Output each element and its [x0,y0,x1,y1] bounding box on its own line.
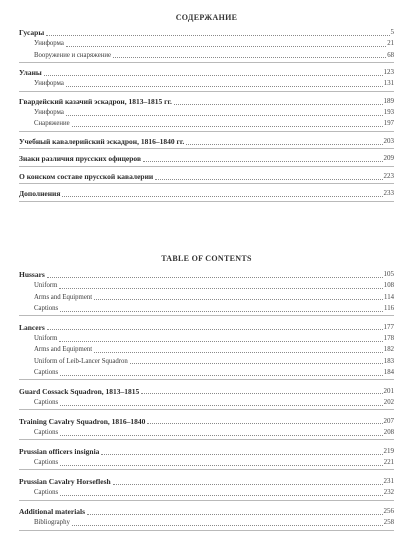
toc-subentry[interactable] [19,457,394,468]
toc-chapter-entry-title: Prussian Cavalry Horseflesh [19,476,111,486]
toc-chapter-entry[interactable] [19,269,394,280]
dot-leader [113,57,386,58]
dot-leader [94,352,383,353]
toc-chapter-entry-page-number: 207 [383,416,394,425]
toc-section [19,476,394,501]
toc-subentry-page-number: 258 [383,519,394,527]
dot-leader [186,144,382,145]
toc-chapter-entry-title: Уланы [19,68,42,78]
dot-leader [60,435,383,436]
english-toc-sections [19,269,394,531]
toc-subentry-title: Captions [34,398,59,406]
toc-subentry-page-number: 232 [383,489,394,497]
toc-chapter-entry[interactable] [19,153,394,164]
toc-subentry-title: Captions [34,368,59,376]
toc-chapter-entry-title: Hussars [19,270,45,279]
toc-subentry[interactable] [19,50,394,61]
toc-section [19,269,394,316]
toc-subentry-title: Captions [34,459,59,467]
toc-chapter-entry[interactable] [19,446,394,457]
toc-section [19,136,394,149]
toc-chapter-entry-page-number: 203 [383,136,394,145]
dot-leader [147,423,382,424]
toc-subentry-title: Униформа [34,109,64,117]
toc-subentry-title: Arms and Equipment [34,293,93,301]
toc-subentry-page-number: 193 [383,109,394,117]
toc-chapter-entry-title: Гусары [19,28,45,37]
toc-chapter-entry-page-number: 201 [383,386,394,395]
toc-subentry-title: Uniform [34,282,58,290]
toc-subentry-page-number: 131 [383,80,394,88]
toc-chapter-entry-page-number: 223 [383,171,394,180]
toc-subentry-page-number: 184 [383,368,394,376]
toc-section [19,27,394,63]
toc-subentry[interactable] [19,333,394,344]
toc-subentry-page-number: 208 [383,429,394,437]
toc-subentry-title: Снаряжение [34,120,70,128]
dot-leader [87,514,382,515]
toc-subentry-title: Uniform [34,334,58,342]
toc-subentry[interactable] [19,280,394,291]
dot-leader [60,405,383,406]
dot-leader [60,465,383,466]
toc-subentry-page-number: 202 [383,398,394,406]
toc-subentry[interactable] [19,292,394,303]
dot-leader [155,179,382,180]
toc-subentry-page-number: 114 [384,293,394,301]
toc-chapter-entry-title: О конском составе прусской кавалерии [19,171,154,181]
dot-leader [60,375,383,376]
russian-toc-sections [19,27,394,202]
toc-subentry-title: Bibliography [34,519,70,527]
toc-subentry-page-number: 221 [383,459,394,467]
dot-leader [66,115,383,116]
dot-leader [141,393,382,394]
dot-leader [47,277,383,278]
toc-chapter-entry[interactable] [19,67,394,78]
toc-chapter-entry-title: Training Cavalry Squadron, 1816–1840 [19,416,146,426]
toc-section [19,386,394,411]
toc-chapter-entry-title: Guard Cossack Squadron, 1813–1815 [19,386,140,396]
toc-subentry-page-number: 68 [387,51,394,59]
russian-table-of-contents [19,13,394,206]
toc-subentry-page-number: 197 [383,120,394,128]
toc-chapter-entry-title: Знаки различия прусских офицеров [19,154,142,164]
toc-subentry-page-number: 183 [383,357,394,365]
toc-section [19,96,394,132]
toc-chapter-entry-page-number: 219 [383,446,394,455]
dot-leader [60,311,383,312]
toc-chapter-entry-title: Дополнения [19,189,61,199]
toc-subentry[interactable] [19,38,394,49]
toc-subentry-title: Captions [34,489,59,497]
toc-subentry-title: Униформа [34,40,64,48]
toc-chapter-entry[interactable] [19,322,394,333]
toc-subentry-title: Униформа [34,80,64,88]
dot-leader [66,46,386,47]
toc-section [19,446,394,471]
toc-subentry-title: Captions [34,429,59,437]
toc-section [19,506,394,531]
dot-leader [46,35,389,36]
toc-subentry-page-number: 178 [383,334,394,342]
toc-subentry-title: Uniform of Leib-Lancer Squadron [34,357,128,365]
toc-chapter-entry[interactable] [19,136,394,147]
toc-chapter-entry[interactable] [19,96,394,107]
toc-subentry[interactable] [19,367,394,378]
toc-chapter-entry-page-number: 233 [383,189,394,198]
dot-leader [143,161,382,162]
toc-chapter-entry-page-number: 5 [390,28,394,36]
toc-subentry[interactable] [19,303,394,314]
toc-subentry[interactable] [19,427,394,438]
toc-subentry[interactable] [19,356,394,367]
toc-subentry[interactable] [19,344,394,355]
toc-chapter-entry-page-number: 177 [383,322,394,331]
dot-leader [47,329,383,330]
dot-leader [59,288,382,289]
toc-chapter-entry-page-number: 123 [383,68,394,77]
toc-chapter-entry[interactable] [19,506,394,517]
dot-leader [94,299,383,300]
dot-leader [113,484,383,485]
dot-leader [60,495,383,496]
dot-leader [101,454,382,455]
toc-chapter-entry[interactable] [19,27,394,38]
toc-subentry[interactable] [19,107,394,118]
toc-section [19,188,394,201]
toc-chapter-entry[interactable] [19,171,394,182]
toc-subentry[interactable] [19,118,394,129]
toc-chapter-entry-page-number: 256 [383,507,394,516]
toc-chapter-entry-page-number: 209 [383,154,394,163]
dot-leader [66,86,383,87]
toc-chapter-entry[interactable] [19,416,394,427]
toc-subentry[interactable] [19,517,394,528]
toc-section [19,67,394,92]
dot-leader [59,341,382,342]
toc-chapter-entry[interactable] [19,476,394,487]
toc-chapter-entry[interactable] [19,188,394,199]
toc-subentry[interactable] [19,78,394,89]
english-table-of-contents [19,254,394,536]
toc-chapter-entry-title: Lancers [19,322,45,332]
toc-section [19,416,394,441]
toc-chapter-entry-title: Учебный кавалерийский эскадрон, 1816–1840 гг. [19,136,185,146]
dot-leader [72,525,383,526]
toc-chapter-entry[interactable] [19,386,394,397]
toc-chapter-entry-title: Prussian officers insignia [19,446,100,456]
english-toc-heading: TABLE OF CONTENTS [161,254,252,263]
dot-leader [72,126,383,127]
toc-chapter-entry-page-number: 231 [383,476,394,485]
toc-section [19,171,394,184]
dot-leader [174,104,383,105]
toc-section [19,153,394,166]
toc-subentry-page-number: 108 [383,282,394,290]
russian-toc-heading: СОДЕРЖАНИЕ [175,13,238,22]
toc-chapter-entry-page-number: 189 [383,96,394,105]
toc-subentry-title: Captions [34,304,59,312]
toc-chapter-entry-page-number: 105 [383,270,394,278]
toc-subentry[interactable] [19,397,394,408]
toc-subentry-page-number: 21 [387,40,394,48]
toc-subentry-title: Arms and Equipment [34,346,93,354]
toc-subentry[interactable] [19,487,394,498]
toc-subentry-title: Вооружение и снаряжение [34,51,112,59]
dot-leader [44,75,383,76]
toc-chapter-entry-title: Additional materials [19,507,86,517]
toc-subentry-page-number: 116 [384,304,394,312]
toc-section [19,322,394,380]
toc-subentry-page-number: 182 [383,346,394,354]
dot-leader [130,363,383,364]
dot-leader [62,196,382,197]
toc-chapter-entry-title: Гвардейский казачий эскадрон, 1813–1815 гг. [19,96,172,106]
